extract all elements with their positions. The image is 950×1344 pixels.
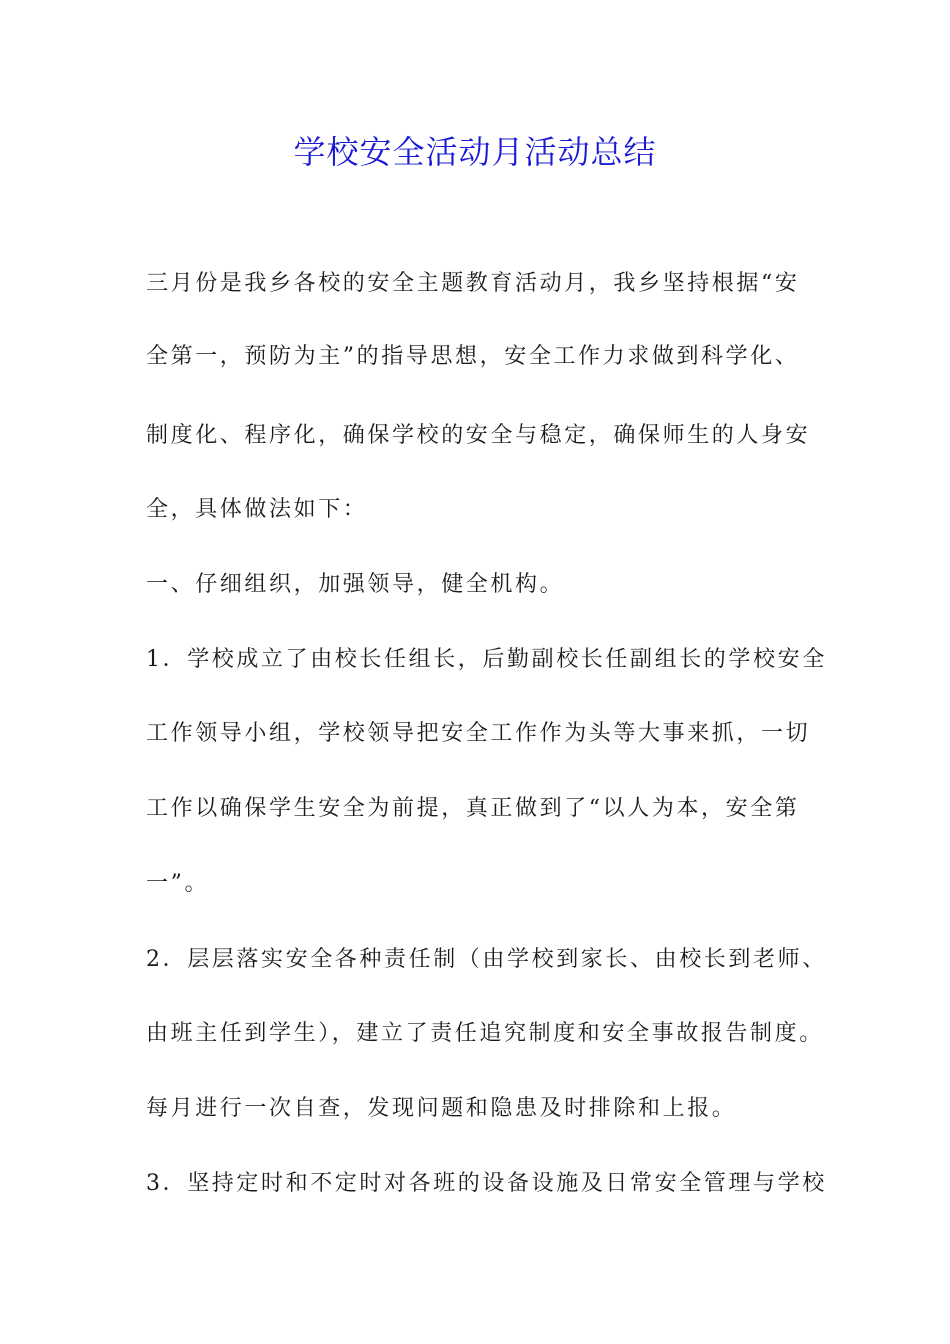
body-line-3: 制度化、程序化，确保学校的安全与稳定，确保师生的人身安 xyxy=(146,423,811,448)
body-line-2: 全第一，预防为主”的指导思想，安全工作力求做到科学化、 xyxy=(146,344,800,369)
body-line-4: 全，具体做法如下： xyxy=(146,497,368,522)
body-line-6: 1．学校成立了由校长任组长，后勤副校长任副组长的学校安全 xyxy=(146,647,827,672)
body-line-12: 每月进行一次自查，发现问题和隐患及时排除和上报。 xyxy=(146,1096,737,1121)
body-line-11: 由班主任到学生），建立了责任追究制度和安全事故报告制度。 xyxy=(146,1021,824,1046)
body-line-8: 工作以确保学生安全为前提，真正做到了“以人为本，安全第 xyxy=(146,796,800,821)
document-title: 学校安全活动月活动总结 xyxy=(293,133,657,171)
section-heading-1: 一、仔细组织，加强领导，健全机构。 xyxy=(146,572,565,597)
body-line-1: 三月份是我乡各校的安全主题教育活动月，我乡坚持根据“安 xyxy=(146,271,800,296)
body-line-7: 工作领导小组，学校领导把安全工作作为头等大事来抓，一切 xyxy=(146,721,811,746)
body-line-13: 3．坚持定时和不定时对各班的设备设施及日常安全管理与学校 xyxy=(146,1171,827,1196)
body-line-9: 一”。 xyxy=(146,871,210,896)
body-line-10: 2．层层落实安全各种责任制（由学校到家长、由校长到老师、 xyxy=(146,947,827,972)
